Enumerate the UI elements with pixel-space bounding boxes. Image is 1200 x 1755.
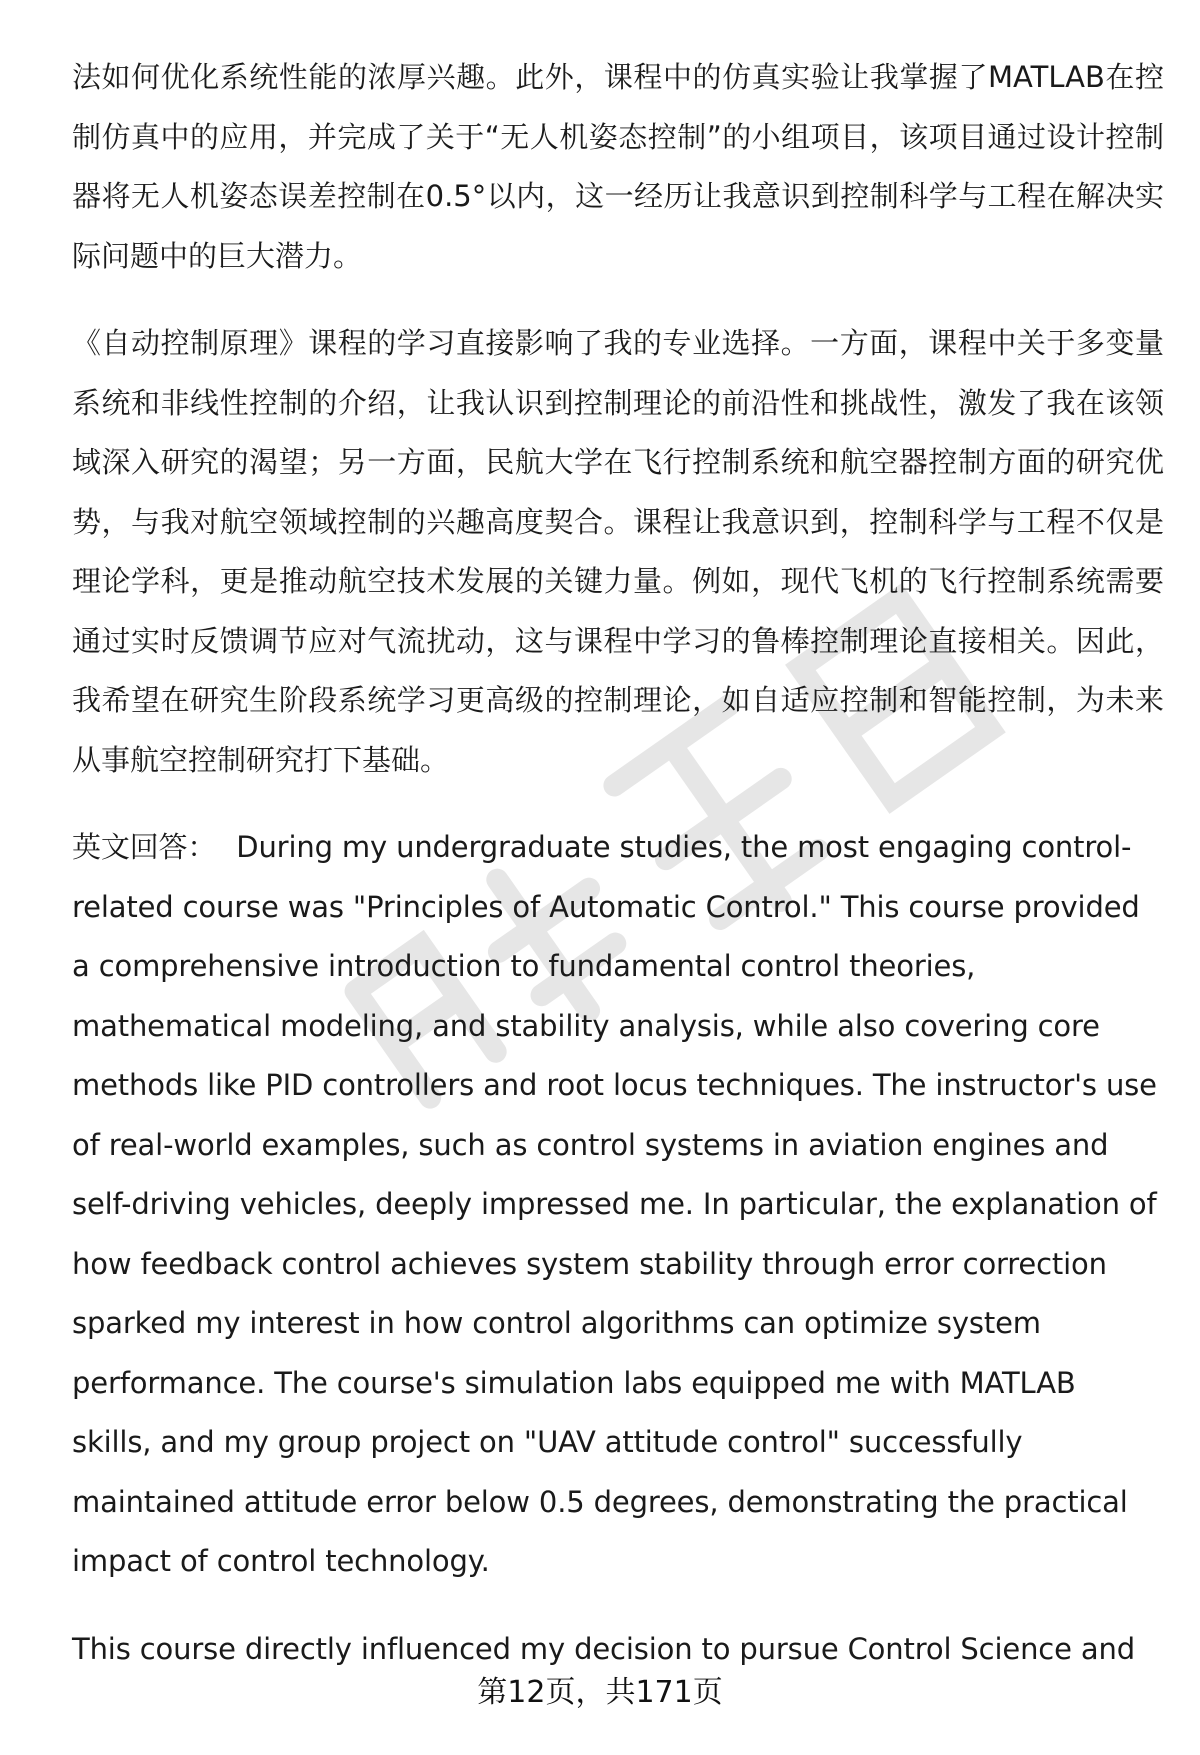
english-answer-text: During my undergraduate studies, the most engaging control-related course was "Principles of Automatic Control." This course provided a comprehensive introduction to fundamental control theories, mathematical modeling, and stability analysis, while also covering core methods like PID controllers and root locus techniques. The instructor's use of real-world examples, such as control systems in aviation engines and self-driving vehicles, deeply impressed me. In particular, the explanation of how feedback control achieves system stability through error correction sparked my interest in how control algorithms can optimize system performance. The course's simulation labs equipped me with MATLAB skills, and my group project on "UAV attitude control" successfully maintained attitude error below 0.5 degrees, demonstrating the practical impact of control technology. bbox=[72, 830, 1157, 1578]
english-answer-label: 英文回答： bbox=[72, 830, 217, 864]
paragraph-zh-2: 《自动控制原理》课程的学习直接影响了我的专业选择。一方面，课程中关于多变量系统和非线性控制的介绍，让我认识到控制理论的前沿性和挑战性，激发了我在该领域深入研究的渴望；另一方面，民航大学在飞行控制系统和航空器控制方面的研究优势，与我对航空领域控制的兴趣高度契合。课程让我意识到，控制科学与工程不仅是理论学科，更是推动航空技术发展的关键力量。例如，现代飞机的飞行控制系统需要通过实时反馈调节应对气流扰动，这与课程中学习的鲁棒控制理论直接相关。因此，我希望在研究生阶段系统学习更高级的控制理论，如自适应控制和智能控制，为未来从事航空控制研究打下基础。 bbox=[72, 326, 1164, 777]
paragraph-zh-1: 法如何优化系统性能的浓厚兴趣。此外，课程中的仿真实验让我掌握了MATLAB在控制仿真中的应用，并完成了关于“无人机姿态控制”的小组项目，该项目通过设计控制器将无人机姿态误差控制在0.5°以内，这一经历让我意识到控制科学与工程在解决实际问题中的巨大潜力。 bbox=[72, 60, 1164, 273]
document-body bbox=[72, 48, 1164, 1707]
paragraph-en-2: This course directly influenced my decision to pursue Control Science and bbox=[72, 1631, 1135, 1666]
paragraph-en-answer bbox=[72, 818, 1164, 1592]
page-number-footer: 第12页，共171页 bbox=[477, 1675, 723, 1710]
